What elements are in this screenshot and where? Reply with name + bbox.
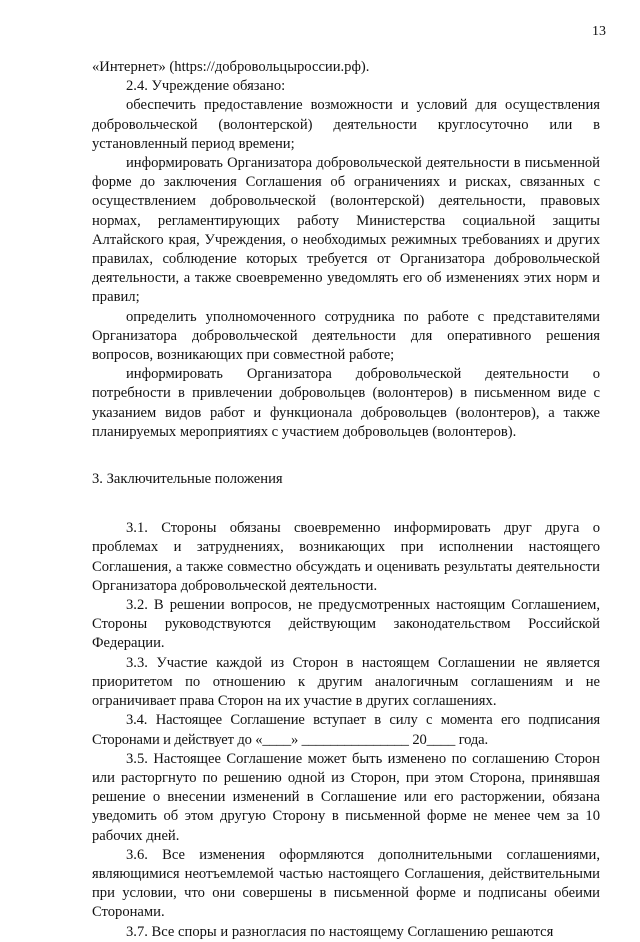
- document-body: [92, 58, 600, 942]
- paragraph: обеспечить предоставление возможности и условий для осуществления добровольческой (волонтерской) деятельности круглосуточно или в установленный период времени;: [92, 97, 600, 152]
- clause-3-3: 3.3. Участие каждой из Сторон в настоящем Соглашении не является приоритетом по отношению к другим аналогичным соглашениям и не ограничивает права Сторон на их участие в других соглашениях.: [92, 654, 600, 710]
- clause-3-5: 3.5. Настоящее Соглашение может быть изменено по соглашению Сторон или расторгнуто по решению одной из Сторон, при этом Сторона, принявшая решение о внесении изменений в Соглашение или его расторжении, обязана уведомить об этом другую Сторону в письменной форме не менее чем за 10 рабочих дней.: [92, 750, 600, 844]
- page-number: 13: [592, 24, 606, 39]
- paragraph: информировать Организатора добровольческой деятельности о потребности в привлечении добровольцев (волонтеров) в письменном виде с указанием видов работ и функционала добровольцев (волонтеров), а также планируемых мероприятиях с участием добровольцев (волонтеров).: [92, 366, 600, 440]
- clause-3-1: 3.1. Стороны обязаны своевременно информировать друг друга о проблемах и затруднениях, возникающих при исполнении настоящего Соглашения, а также совместно обсуждать и оценивать результаты деятельности Организатора добровольческой деятельности.: [92, 520, 600, 594]
- clause-3-7: 3.7. Все споры и разногласия по настоящему Соглашению решаются: [126, 923, 554, 940]
- clause-3-6: 3.6. Все изменения оформляются дополнительными соглашениями, являющимися неотъемлемой частью настоящего Соглашения, действительными при условии, что они совершены в письменной форме и подписаны обеими Сторонами.: [92, 846, 600, 921]
- clause-3-4: 3.4. Настоящее Соглашение вступает в силу с момента его подписания Сторонами и действует до «____» _______________ 20____ года.: [92, 712, 600, 748]
- section-heading: 3. Заключительные положения: [92, 471, 283, 488]
- clause-heading-2-4: 2.4. Учреждение обязано:: [126, 78, 286, 95]
- paragraph: информировать Организатора добровольческой деятельности в письменной форме до заключения Соглашения об ограничениях и рисках, связанных с осуществлением добровольческой (волонтерской) деятельности, правовых нормах, регламентирующих работу Министерства социальной защиты Алтайского края, Учреждения, о необходимых режимных требованиях и других правилах, соблюдение которых требуется от Организатора добровольческой деятельности, а также своевременно уведомлять его об изменениях этих норм и правил;: [92, 155, 600, 306]
- paragraph: определить уполномоченного сотрудника по работе с представителями Организатора добровольческой деятельности для оперативного решения вопросов, возникающих при совместной работе;: [92, 308, 600, 364]
- clause-3-2: 3.2. В решении вопросов, не предусмотренных настоящим Соглашением, Стороны руководствуются действующим законодательством Российской Федерации.: [92, 597, 600, 652]
- text-line: «Интернет» (https://добровольцыроссии.рф).: [92, 59, 370, 75]
